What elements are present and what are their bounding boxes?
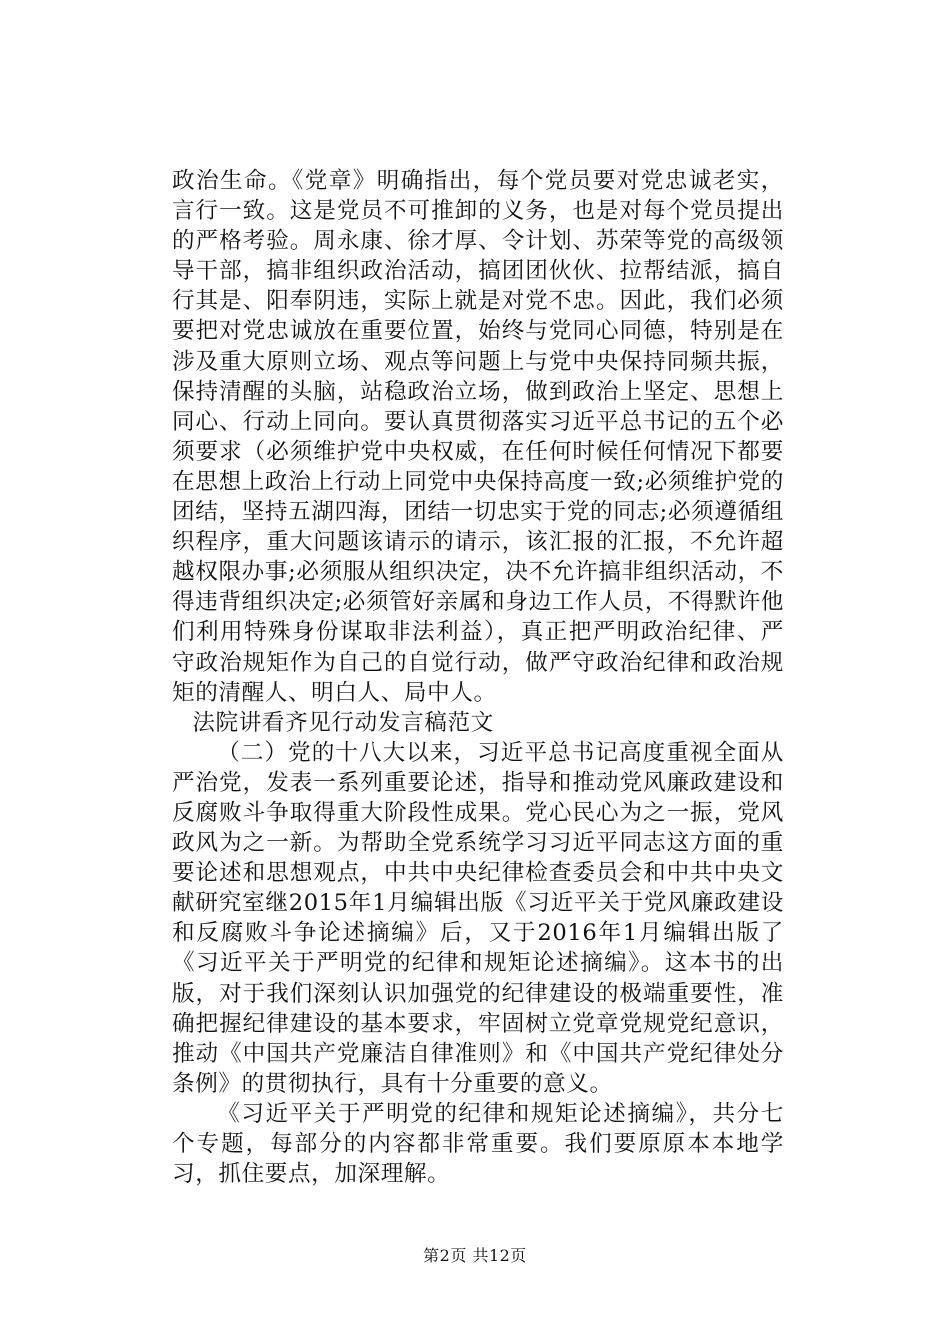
document-body — [172, 166, 784, 1189]
paragraph-summary: 《习近平关于严明党的纪律和规矩论述摘编》，共分七个专题，每部分的内容都非常重要。我们要原原本本地学习，抓住要点，加深理解。 — [172, 1100, 784, 1188]
page-footer: 第2页 共12页 — [423, 1246, 527, 1265]
paragraph-section-two: （二）党的十八大以来，习近平总书记高度重视全面从严治党，发表一系列重要论述，指导和推动党风廉政建设和反腐败斗争取得重大阶段性成果。党心民心为之一振，党风政风为之一新。为帮助全党系统学习习近平同志这方面的重要论述和思想观点，中共中央纪律检查委员会和中共中央文献研究室继2015年1月编辑出版《习近平关于党风廉政建设和反腐败斗争论述摘编》后，又于2016年1月编辑出版了《习近平关于严明党的纪律和规矩论述摘编》。这本书的出版，对于我们深刻认识加强党的纪律建设的极端重要性，准确把握纪律建设的基本要求，牢固树立党章党规党纪意识，推动《中国共产党廉洁自律准则》和《中国共产党纪律处分条例》的贯彻执行，具有十分重要的意义。 — [172, 739, 784, 1097]
paragraph-heading-line: 法院讲看齐见行动发言稿范文 — [192, 709, 494, 736]
paragraph-continuation: 政治生命。《党章》明确指出，每个党员要对党忠诚老实，言行一致。这是党员不可推卸的义务，也是对每个党员提出的严格考验。周永康、徐才厚、令计划、苏荣等党的高级领导干部，搞非组织政治活动，搞团团伙伙、拉帮结派，搞自行其是、阳奉阴违，实际上就是对党不忠。因此，我们必须要把对党忠诚放在重要位置，始终与党同心同德，特别是在涉及重大原则立场、观点等问题上与党中央保持同频共振，保持清醒的头脑，站稳政治立场，做到政治上坚定、思想上同心、行动上同向。要认真贯彻落实习近平总书记的五个必须要求（必须维护党中央权威，在任何时候任何情况下都要在思想上政治上行动上同党中央保持高度一致;必须维护党的团结，坚持五湖四海，团结一切忠实于党的同志;必须遵循组织程序，重大问题该请示的请示，该汇报的汇报，不允许超越权限办事;必须服从组织决定，决不允许搞非组织活动，不得违背组织决定;必须管好亲属和身边工作人员，不得默许他们利用特殊身份谋取非法利益），真正把严明政治纪律、严守政治规矩作为自己的自觉行动，做严守政治纪律和政治规矩的清醒人、明白人、局中人。 — [172, 168, 784, 706]
